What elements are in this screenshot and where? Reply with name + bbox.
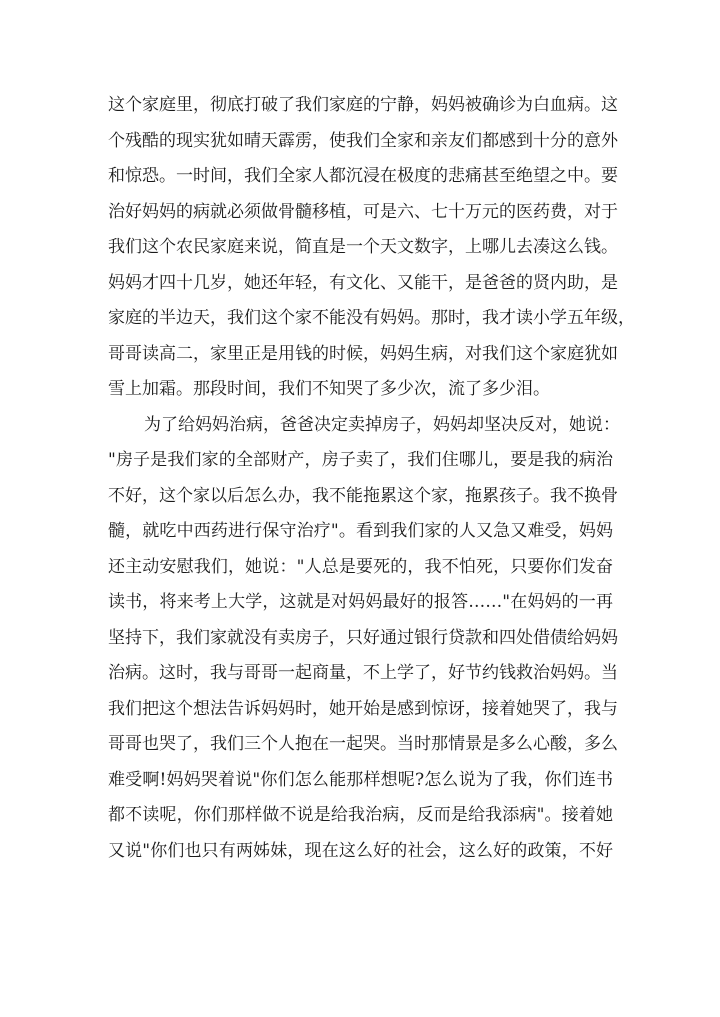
text-line-14: 还主动安慰我们，她说："人总是要死的，我不怕死，只要你们发奋 (108, 556, 613, 577)
text-line-17: 治病。这时，我与哥哥一起商量，不上学了，好节约钱救治妈妈。当 (108, 663, 618, 683)
text-line-10: 为了给妈妈治病，爸爸决定卖掉房子，妈妈却坚决反对，她说： (144, 414, 620, 435)
text-line-8: 哥哥读高二，家里正是用钱的时候，妈妈生病，对我们这个家庭犹如 (108, 343, 618, 364)
text-line-13: 髓，就吃中西药进行保守治疗"。看到我们家的人又急又难受，妈妈 (108, 521, 613, 541)
text-line-6: 妈妈才四十几岁，她还年轻，有文化、又能干，是爸爸的贤内助，是 (108, 272, 618, 293)
text-line-16: 坚持下，我们家就没有卖房子，只好通过银行贷款和四处借债给妈妈 (108, 627, 618, 648)
text-line-5: 我们这个农民家庭来说，简直是一个天文数字，上哪儿去凑这么钱。 (108, 237, 618, 257)
text-line-9: 雪上加霜。那段时间，我们不知哭了多少次，流了多少泪。 (108, 379, 550, 399)
text-line-20: 难受啊!妈妈哭着说"你们怎么能那样想呢?怎么说为了我，你们连书 (108, 769, 613, 790)
text-line-12: 不好，这个家以后怎么办，我不能拖累这个家，拖累孩子。我不换骨 (108, 485, 618, 506)
text-line-2: 个残酷的现实犹如晴天霹雳，使我们全家和亲友们都感到十分的意外 (108, 130, 618, 151)
body-text (108, 88, 635, 869)
text-line-19: 哥哥也哭了，我们三个人抱在一起哭。当时那情景是多么心酸，多么 (108, 734, 618, 754)
text-line-1: 这个家庭里，彻底打破了我们家庭的宁静，妈妈被确诊为白血病。这 (108, 95, 618, 115)
text-line-21: 都不读呢，你们那样做不说是给我治病，反而是给我添病"。接着她 (108, 805, 613, 825)
text-line-3: 和惊恐。一时间，我们全家人都沉浸在极度的悲痛甚至绝望之中。要 (108, 166, 618, 186)
text-line-22: 又说"你们也只有两姊妹，现在这么好的社会，这么好的政策，不好 (108, 840, 613, 861)
text-line-11: "房子是我们家的全部财产，房子卖了，我们住哪儿，要是我的病治 (108, 450, 613, 470)
text-line-15: 读书，将来考上大学，这就是对妈妈最好的报答……"在妈妈的一再 (108, 592, 613, 612)
text-line-18: 我们把这个想法告诉妈妈时，她开始是感到惊讶，接着她哭了，我与 (108, 698, 618, 719)
text-line-4: 治好妈妈的病就必须做骨髓移植，可是六、七十万元的医药费，对于 (108, 201, 618, 222)
text-line-7: 家庭的半边天，我们这个家不能没有妈妈。那时，我才读小学五年级， (108, 308, 635, 328)
